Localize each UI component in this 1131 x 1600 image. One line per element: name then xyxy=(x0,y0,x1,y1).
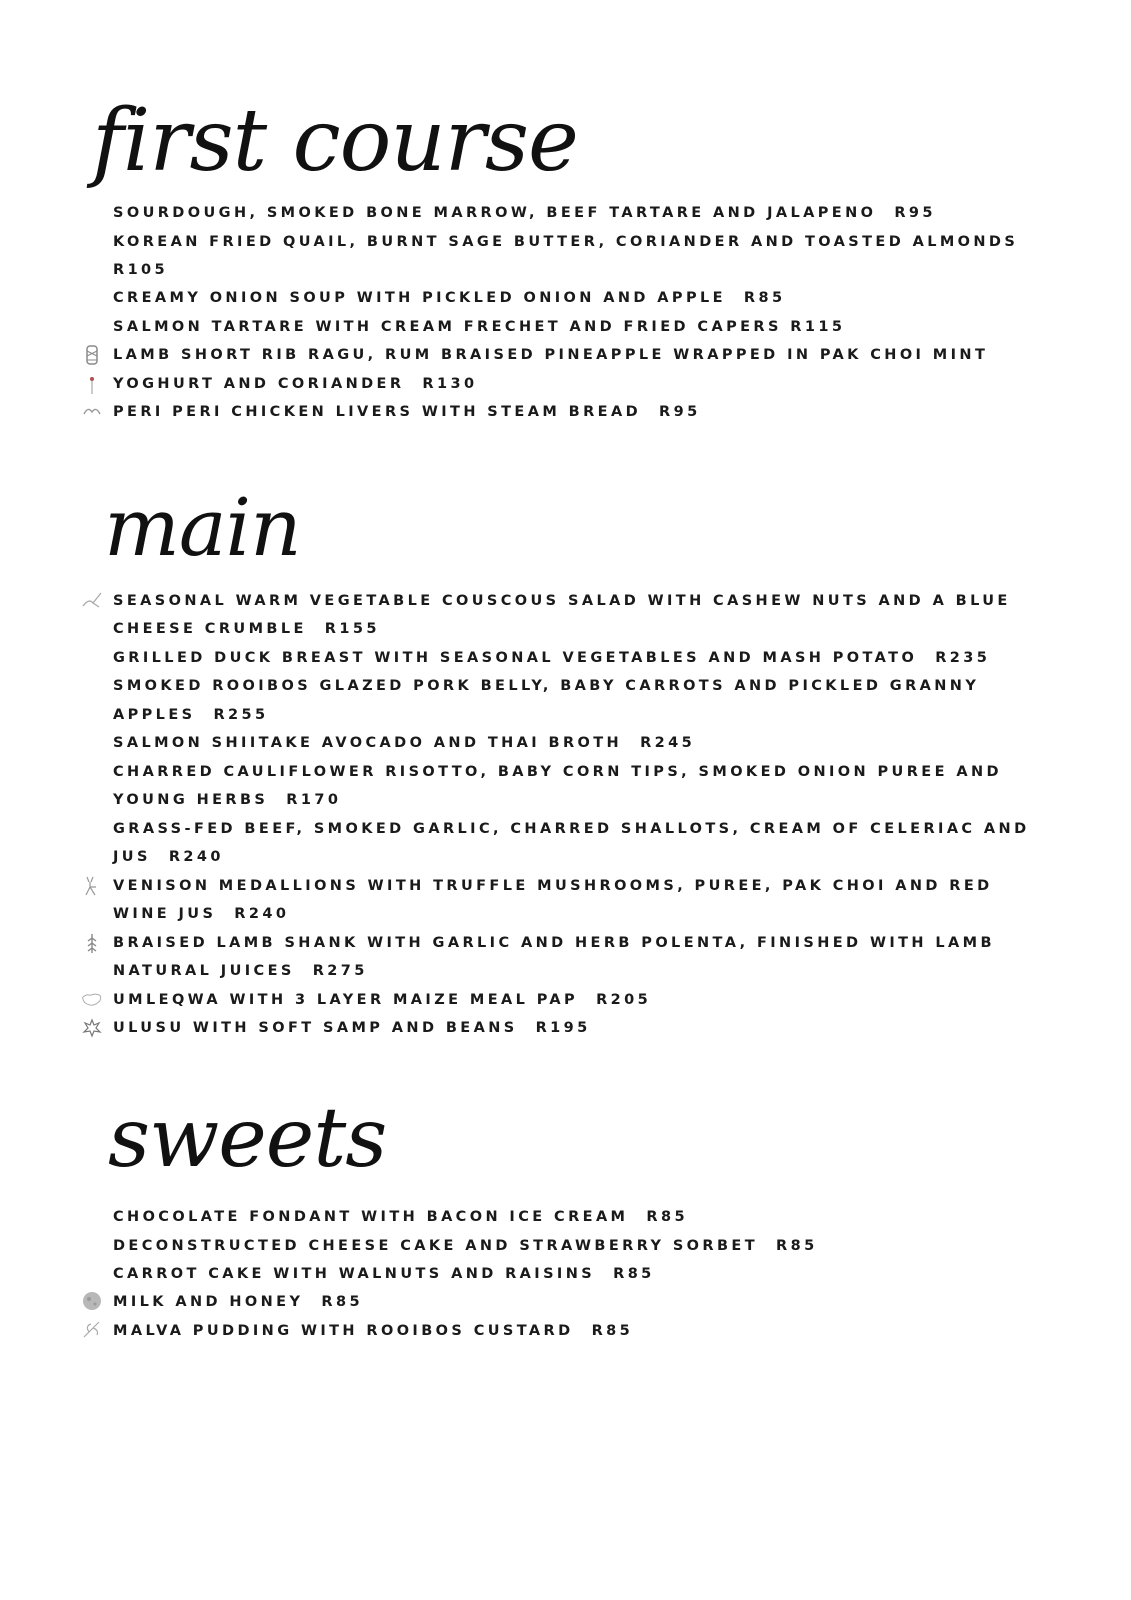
section-title-sweets: sweets xyxy=(108,1091,387,1186)
item-umleqwa xyxy=(113,986,993,1015)
item-name: CARROT CAKE WITH WALNUTS AND RAISINS xyxy=(113,1266,596,1282)
item-name: LAMB SHORT RIB RAGU, RUM BRAISED PINEAPPLE WRAPPED IN PAK CHOI MINT xyxy=(113,347,989,363)
item-price: R95 xyxy=(659,404,701,420)
item-name: ULUSU WITH SOFT SAMP AND BEANS xyxy=(113,1020,518,1036)
section-title-main: main xyxy=(104,481,301,574)
item-lamb-shank-line-2 xyxy=(113,957,993,986)
item-price: R235 xyxy=(935,650,991,666)
item-price: R85 xyxy=(321,1294,363,1310)
item-name: SALMON SHIITAKE AVOCADO AND THAI BROTH xyxy=(113,735,623,751)
item-venison-medallions xyxy=(113,872,993,901)
item-name: SALMON TARTARE WITH CREAM FRECHET AND FRIED CAPERS xyxy=(113,319,782,335)
item-price: R155 xyxy=(324,621,380,637)
item-price: R170 xyxy=(286,792,342,808)
item-name: CREAMY ONION SOUP WITH PICKLED ONION AND APPLE xyxy=(113,290,726,306)
deer-icon xyxy=(81,875,103,897)
item-salmon-shiitake xyxy=(113,729,993,758)
item-onion-soup xyxy=(113,284,993,313)
item-venison-medallions-line-2 xyxy=(113,900,993,929)
item-name: NATURAL JUICES xyxy=(113,963,295,979)
item-couscous-salad xyxy=(113,587,1011,616)
item-malva-pudding xyxy=(113,1317,993,1346)
item-duck-breast xyxy=(113,644,993,673)
item-name: VENISON MEDALLIONS WITH TRUFFLE MUSHROOMS, PUREE, PAK CHOI AND RED xyxy=(113,878,993,894)
item-price: R85 xyxy=(743,290,786,306)
item-name: YOGHURT AND CORIANDER xyxy=(113,376,405,392)
item-price: R240 xyxy=(234,906,290,922)
item-ulusu xyxy=(113,1014,993,1043)
item-price: R205 xyxy=(596,992,652,1008)
item-name: JUS xyxy=(113,849,151,865)
drum-icon xyxy=(81,344,103,366)
item-name: WINE JUS xyxy=(113,906,217,922)
item-price: R245 xyxy=(640,735,696,751)
item-name: YOUNG HERBS xyxy=(113,792,269,808)
protea-icon xyxy=(81,1017,103,1039)
item-name: APPLES xyxy=(113,707,196,723)
item-name: GRASS-FED BEEF, SMOKED GARLIC, CHARRED SHALLOTS, CREAM OF CELERIAC AND xyxy=(113,821,1030,837)
item-name: SOURDOUGH, SMOKED BONE MARROW, BEEF TARTARE AND JALAPENO xyxy=(113,205,877,221)
item-korean-quail-price-line xyxy=(113,256,993,285)
item-milk-and-honey xyxy=(113,1288,993,1317)
item-price: R275 xyxy=(312,963,368,979)
item-lamb-short-rib-line-2 xyxy=(113,370,993,399)
item-name: CHEESE CRUMBLE xyxy=(113,621,307,637)
item-price: R85 xyxy=(646,1209,688,1225)
item-lamb-shank xyxy=(113,929,993,958)
item-price: R115 xyxy=(790,319,846,335)
flower-icon xyxy=(84,374,100,396)
item-price: R255 xyxy=(213,707,269,723)
bird-icon xyxy=(81,400,103,422)
item-name: MALVA PUDDING WITH ROOIBOS CUSTARD xyxy=(113,1323,574,1339)
item-name: SMOKED ROOIBOS GLAZED PORK BELLY, BABY CARROTS AND PICKLED GRANNY xyxy=(113,678,980,694)
item-lamb-short-rib xyxy=(113,341,993,370)
item-grass-fed-beef-line-2 xyxy=(113,843,993,872)
item-korean-quail xyxy=(113,228,1019,257)
item-cauliflower-risotto xyxy=(113,758,1002,787)
item-grass-fed-beef xyxy=(113,815,1030,844)
item-couscous-salad-line-2 xyxy=(113,615,993,644)
item-price: R130 xyxy=(422,376,478,392)
item-name: DECONSTRUCTED CHEESE CAKE AND STRAWBERRY SORBET xyxy=(113,1238,759,1254)
item-price: R105 xyxy=(113,262,169,278)
section-title-first-course: first course xyxy=(92,91,578,191)
item-name: UMLEQWA WITH 3 LAYER MAIZE MEAL PAP xyxy=(113,992,579,1008)
item-name: PERI PERI CHICKEN LIVERS WITH STEAM BREAD xyxy=(113,404,642,420)
item-carrot-cake xyxy=(113,1260,993,1289)
wheat-icon xyxy=(81,932,103,954)
item-cauliflower-risotto-line-2 xyxy=(113,786,993,815)
item-chocolate-fondant xyxy=(113,1203,993,1232)
item-pork-belly-line-2 xyxy=(113,701,993,730)
item-name: SEASONAL WARM VEGETABLE COUSCOUS SALAD WITH CASHEW NUTS AND A BLUE xyxy=(113,593,1011,609)
bird-icon xyxy=(81,590,103,612)
map-icon xyxy=(78,989,106,1011)
item-price: R85 xyxy=(776,1238,818,1254)
item-salmon-tartare xyxy=(113,313,993,342)
item-price: R240 xyxy=(168,849,224,865)
item-name: BRAISED LAMB SHANK WITH GARLIC AND HERB POLENTA, FINISHED WITH LAMB xyxy=(113,935,995,951)
item-price: R95 xyxy=(894,205,936,221)
item-name: MILK AND HONEY xyxy=(113,1294,304,1310)
item-name: KOREAN FRIED QUAIL, BURNT SAGE BUTTER, CORIANDER AND TOASTED ALMONDS xyxy=(113,234,1019,250)
item-name: CHOCOLATE FONDANT WITH BACON ICE CREAM xyxy=(113,1209,629,1225)
item-price: R85 xyxy=(613,1266,655,1282)
item-peri-peri-livers xyxy=(113,398,993,427)
item-price: R85 xyxy=(591,1323,634,1339)
item-cheese-cake xyxy=(113,1232,993,1261)
leaf-icon xyxy=(81,1318,103,1340)
moon-icon xyxy=(81,1290,103,1312)
item-name: GRILLED DUCK BREAST WITH SEASONAL VEGETABLES AND MASH POTATO xyxy=(113,650,918,666)
item-name: CHARRED CAULIFLOWER RISOTTO, BABY CORN TIPS, SMOKED ONION PUREE AND xyxy=(113,764,1002,780)
item-price: R195 xyxy=(535,1020,591,1036)
item-sourdough xyxy=(113,199,993,228)
item-pork-belly xyxy=(113,672,993,701)
